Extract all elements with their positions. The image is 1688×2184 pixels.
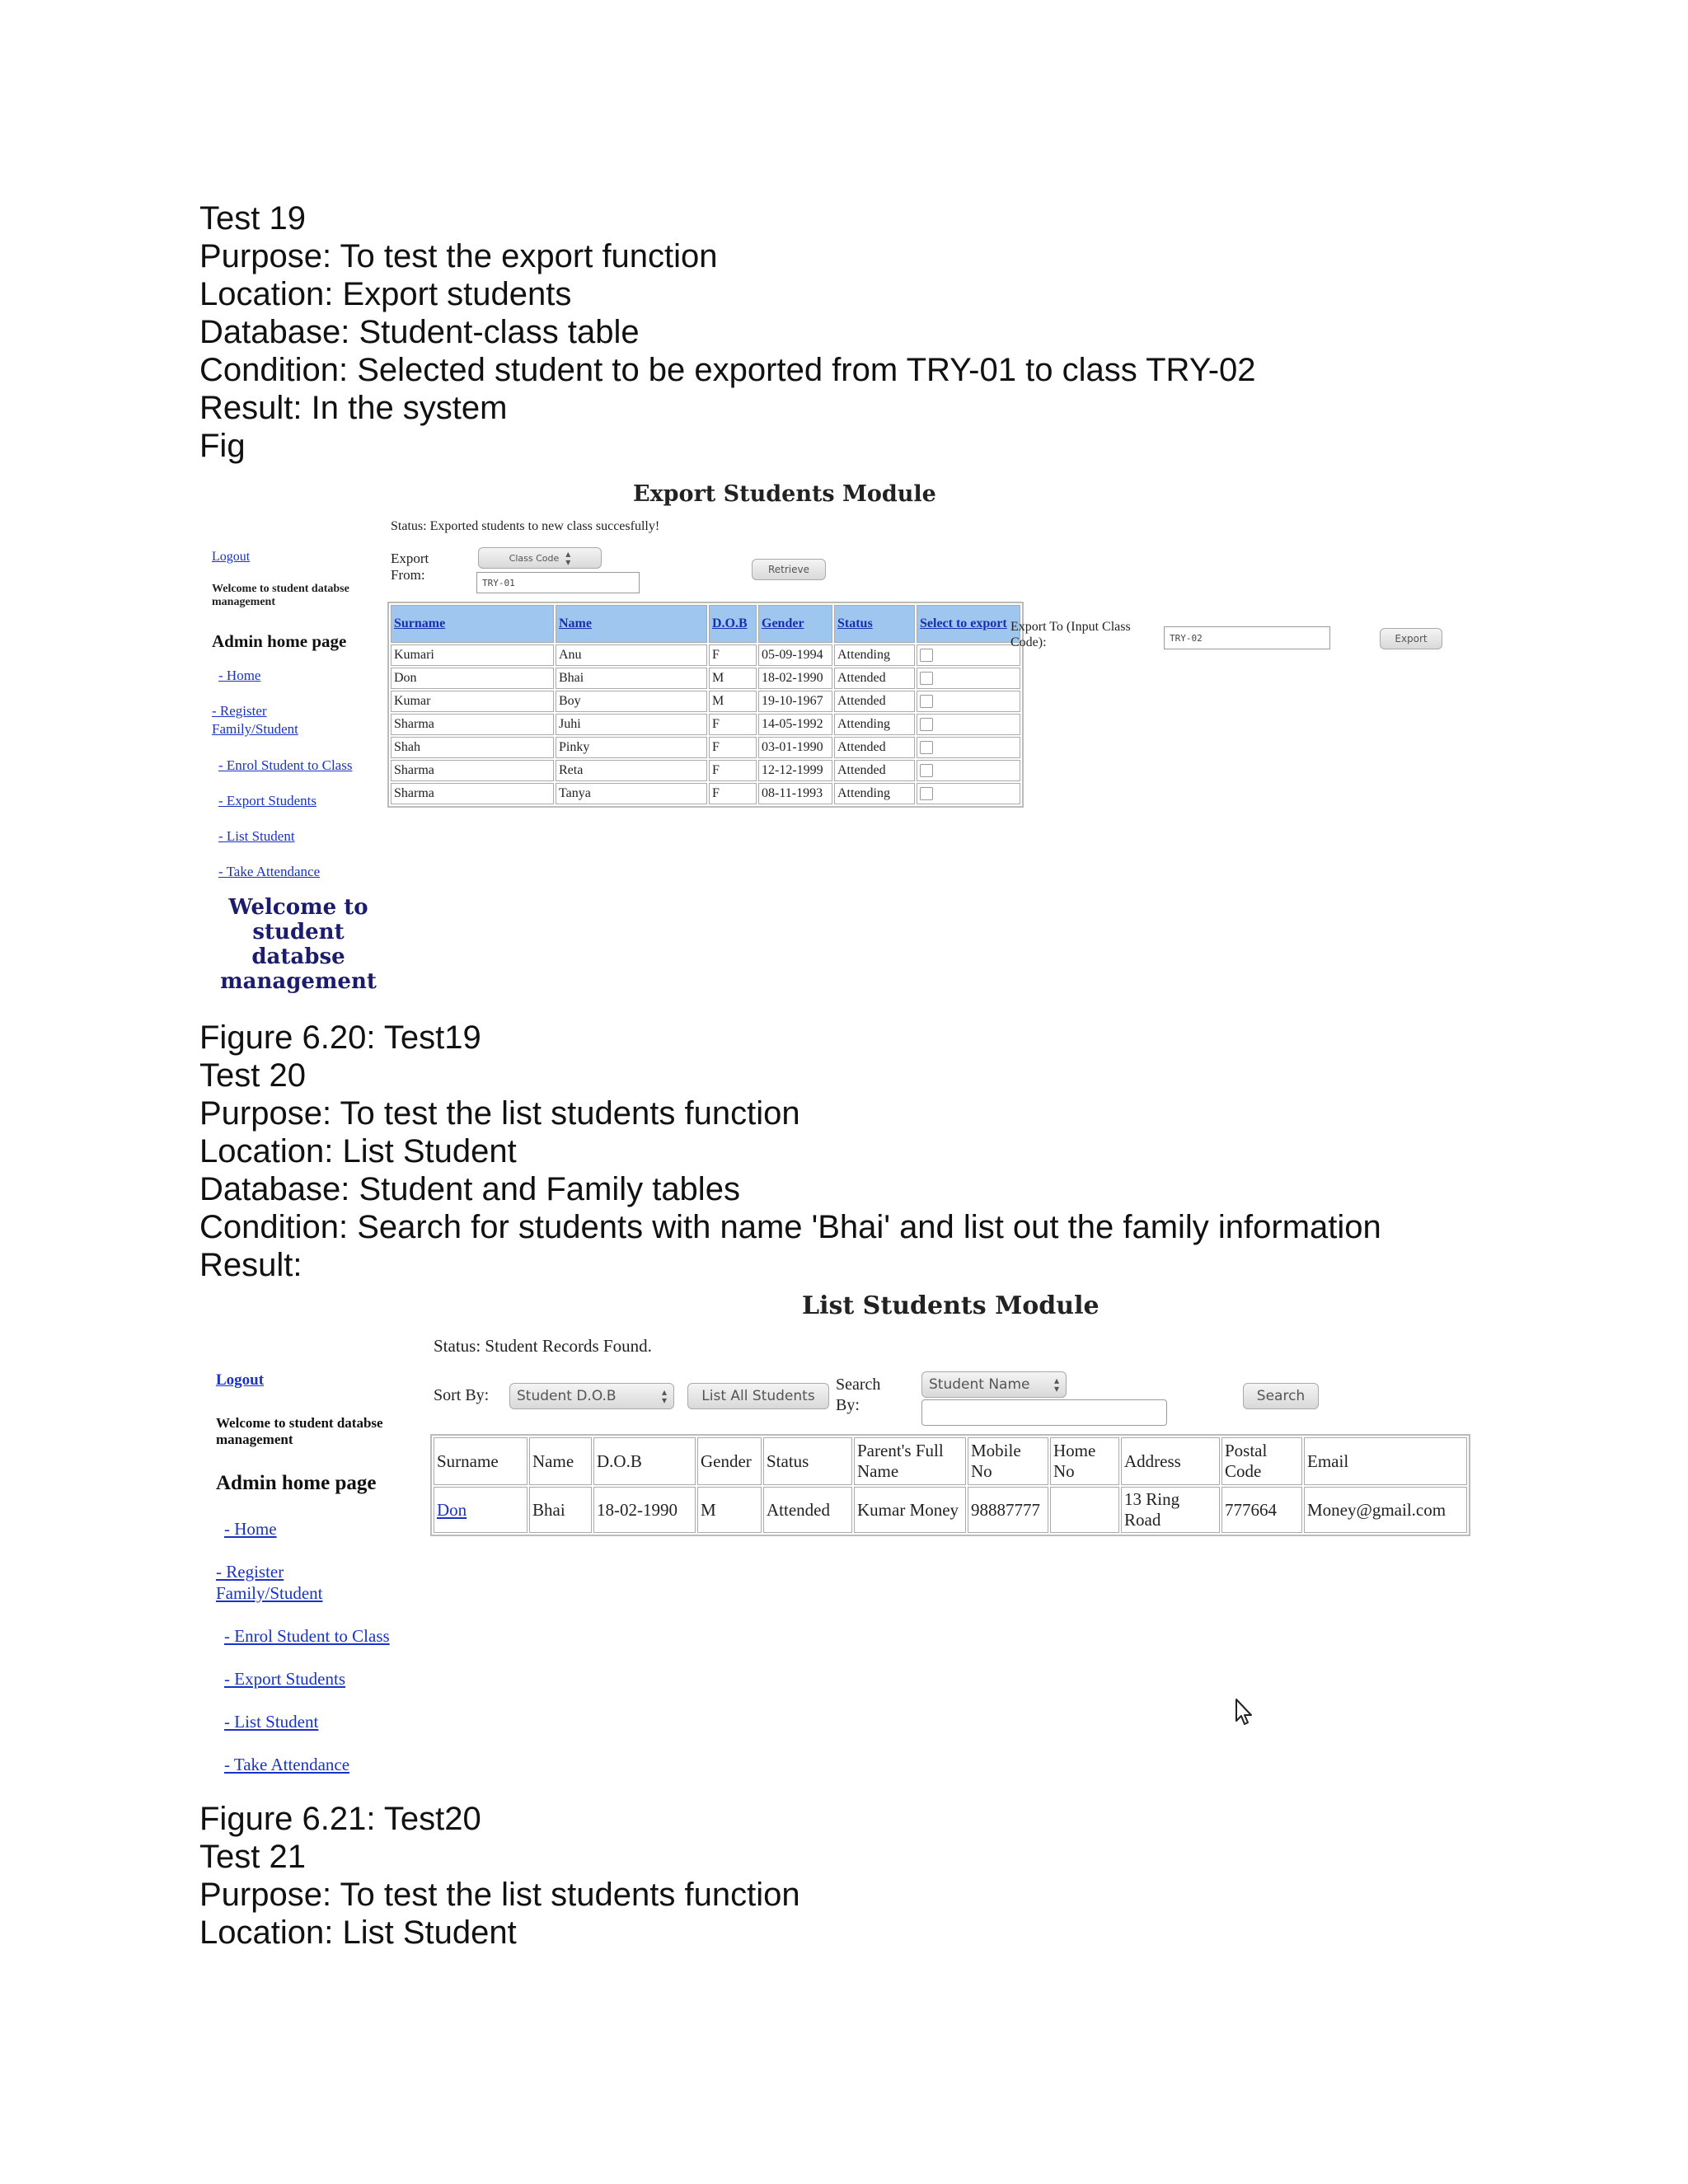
table-cell: Attended	[834, 760, 915, 781]
test21-block	[199, 1800, 1518, 1952]
table-cell: Boy	[556, 691, 707, 712]
test19-line: Result: In the system	[199, 390, 508, 426]
column-header: Address	[1121, 1437, 1220, 1485]
search-button[interactable]: Search	[1243, 1383, 1319, 1409]
search-by-label: Search By:	[836, 1376, 881, 1414]
logout-link[interactable]: Logout	[212, 550, 251, 564]
table-cell: Shah	[391, 737, 554, 758]
select-cell[interactable]	[917, 783, 1020, 804]
nav-attendance-link[interactable]: - Take Attendance	[224, 1755, 350, 1774]
table-cell: Attended	[763, 1487, 852, 1533]
table-cell: Attended	[834, 691, 915, 712]
select-to-export-checkbox[interactable]	[920, 764, 933, 777]
nav-attendance-link[interactable]: - Take Attendance	[218, 864, 321, 879]
nav-export-link[interactable]: - Export Students	[224, 1669, 345, 1689]
test19-line: Purpose: To test the export function	[199, 238, 718, 274]
column-header: Parent's Full Name	[854, 1437, 966, 1485]
list-module-title: List Students Module	[802, 1291, 1100, 1320]
table-cell[interactable]	[434, 1487, 528, 1533]
nav-list-link[interactable]: - List Student	[218, 828, 295, 844]
column-header[interactable]	[709, 605, 757, 643]
logout-link[interactable]: Logout	[216, 1371, 265, 1389]
select-to-export-checkbox[interactable]	[920, 787, 933, 800]
table-cell: Attending	[834, 783, 915, 804]
test19-line: Condition: Selected student to be exported from TRY-01 to class TRY-02	[199, 352, 1256, 388]
list-all-students-button[interactable]: List All Students	[687, 1383, 829, 1409]
nav-register-link[interactable]: - Register Family/Student	[216, 1562, 323, 1603]
export-module-title: Export Students Module	[633, 481, 936, 507]
table-cell: 13 Ring Road	[1121, 1487, 1220, 1533]
table-cell: Juhi	[556, 714, 707, 735]
export-students-table	[387, 602, 1024, 808]
search-type-select[interactable]: Student Name ▴ ▾	[921, 1371, 1067, 1398]
select-cell[interactable]	[917, 691, 1020, 712]
export-from-input[interactable]: TRY-01	[476, 572, 640, 593]
nav-list-link[interactable]: - List Student	[224, 1712, 319, 1732]
table-cell: Attending	[834, 714, 915, 735]
table-cell: 19-10-1967	[758, 691, 832, 712]
select-to-export-checkbox[interactable]	[920, 649, 933, 662]
export-from-label: Export From:	[391, 551, 429, 583]
table-cell: Bhai	[556, 668, 707, 689]
export-button[interactable]: Export	[1380, 628, 1442, 649]
table-row	[391, 691, 1020, 712]
table-cell: 03-01-1990	[758, 737, 832, 758]
table-cell	[1050, 1487, 1119, 1533]
select-arrows-icon: ▴ ▾	[1053, 1375, 1059, 1394]
export-status-text: Status: Exported students to new class succesfully!	[391, 519, 660, 533]
table-cell: 08-11-1993	[758, 783, 832, 804]
table-cell: Sharma	[391, 714, 554, 735]
test19-line: Location: Export students	[199, 276, 572, 312]
test20-block	[199, 1019, 1518, 1284]
table-cell: Attended	[834, 668, 915, 689]
select-to-export-checkbox[interactable]	[920, 741, 933, 754]
table-cell: Sharma	[391, 783, 554, 804]
table-row	[391, 737, 1020, 758]
table-row	[434, 1487, 1467, 1533]
table-cell: Reta	[556, 760, 707, 781]
table-cell: F	[709, 783, 757, 804]
welcome-small-text: Welcome to student databse management	[216, 1415, 383, 1447]
column-header: D.O.B	[593, 1437, 696, 1485]
column-header: Name	[529, 1437, 592, 1485]
test19-line: Fig	[199, 428, 246, 464]
welcome-small-text: Welcome to student databse management	[212, 583, 349, 608]
table-cell: F	[709, 714, 757, 735]
select-cell[interactable]	[917, 737, 1020, 758]
sort-link[interactable]: Surname	[394, 616, 446, 630]
welcome-big-text: Welcome to student databse management	[220, 895, 377, 994]
sort-link[interactable]: Name	[559, 616, 592, 630]
table-cell: Sharma	[391, 760, 554, 781]
table-cell: Kumari	[391, 644, 554, 666]
table-cell: 18-02-1990	[593, 1487, 696, 1533]
table-cell: F	[709, 644, 757, 666]
test20-line: Condition: Search for students with name 'Bhai' and list out the family information	[199, 1209, 1381, 1245]
column-header[interactable]	[556, 605, 707, 643]
figure-caption: Figure 6.20: Test19	[199, 1019, 481, 1056]
column-header: Gender	[697, 1437, 762, 1485]
table-cell: 18-02-1990	[758, 668, 832, 689]
sort-link[interactable]: Gender	[762, 616, 804, 630]
table-cell: Don	[391, 668, 554, 689]
nav-enrol-link[interactable]: - Enrol Student to Class	[224, 1626, 390, 1646]
select-arrows-icon: ▴ ▾	[661, 1386, 667, 1406]
column-header[interactable]	[917, 605, 1020, 643]
list-status-text: Status: Student Records Found.	[434, 1336, 652, 1356]
table-cell: 98887777	[968, 1487, 1048, 1533]
table-cell: 777664	[1221, 1487, 1302, 1533]
list-header-row	[434, 1437, 1467, 1485]
table-cell: M	[709, 691, 757, 712]
column-header: Home No	[1050, 1437, 1119, 1485]
export-header-row	[391, 605, 1020, 643]
nav-enrol-link[interactable]: - Enrol Student to Class	[218, 757, 353, 773]
sort-link[interactable]: Select to export	[920, 616, 1007, 630]
table-cell: Bhai	[529, 1487, 592, 1533]
select-cell[interactable]	[917, 644, 1020, 666]
export-to-label: Export To (Input Class Code):	[1010, 620, 1131, 649]
column-header: Email	[1304, 1437, 1467, 1485]
student-link[interactable]: Don	[437, 1499, 467, 1520]
table-cell: Attended	[834, 737, 915, 758]
sort-link[interactable]: Status	[837, 616, 873, 630]
search-input[interactable]	[921, 1399, 1167, 1426]
table-cell: M	[709, 668, 757, 689]
column-header: Mobile No	[968, 1437, 1048, 1485]
table-row	[391, 783, 1020, 804]
test20-line: Location: List Student	[199, 1133, 517, 1169]
column-header: Surname	[434, 1437, 528, 1485]
column-header: Postal Code	[1221, 1437, 1302, 1485]
column-header[interactable]	[834, 605, 915, 643]
select-cell[interactable]	[917, 714, 1020, 735]
table-cell: Anu	[556, 644, 707, 666]
select-cell[interactable]	[917, 668, 1020, 689]
nav-export-link[interactable]: - Export Students	[218, 793, 316, 808]
column-header: Status	[763, 1437, 852, 1485]
figure-caption: Figure 6.21: Test20	[199, 1801, 481, 1837]
admin-home-heading: Admin home page	[216, 1472, 377, 1494]
test21-line: Purpose: To test the list students function	[199, 1877, 800, 1913]
select-cell[interactable]	[917, 760, 1020, 781]
table-cell: 05-09-1994	[758, 644, 832, 666]
table-cell: F	[709, 737, 757, 758]
nav-home-link[interactable]: - Home	[218, 668, 261, 683]
table-cell: Pinky	[556, 737, 707, 758]
table-row	[391, 644, 1020, 666]
class-code-select[interactable]: Class Code ▴ ▾	[478, 547, 602, 569]
export-to-input[interactable]: TRY-02	[1164, 626, 1330, 649]
sort-select[interactable]: Student D.O.B ▴ ▾	[509, 1383, 674, 1409]
table-row	[391, 714, 1020, 735]
table-cell: Kumar	[391, 691, 554, 712]
select-to-export-checkbox[interactable]	[920, 695, 933, 708]
table-row	[391, 668, 1020, 689]
test20-line: Database: Student and Family tables	[199, 1171, 740, 1207]
column-header[interactable]	[391, 605, 554, 643]
nav-home-link[interactable]: - Home	[224, 1519, 277, 1539]
table-cell: M	[697, 1487, 762, 1533]
table-cell: Kumar Money	[854, 1487, 966, 1533]
table-cell: 12-12-1999	[758, 760, 832, 781]
list-students-table	[430, 1434, 1470, 1536]
table-cell: Tanya	[556, 783, 707, 804]
table-cell: 14-05-1992	[758, 714, 832, 735]
mouse-cursor-icon	[1235, 1698, 1256, 1727]
test20-line: Test 20	[199, 1057, 306, 1094]
test21-line: Test 21	[199, 1839, 306, 1875]
sort-by-label: Sort By:	[434, 1386, 490, 1404]
retrieve-button[interactable]: Retrieve	[752, 559, 826, 580]
test21-line: Location: List Student	[199, 1915, 517, 1951]
select-to-export-checkbox[interactable]	[920, 672, 933, 685]
table-cell: F	[709, 760, 757, 781]
test19-line: Test 19	[199, 200, 306, 237]
select-to-export-checkbox[interactable]	[920, 718, 933, 731]
table-row	[391, 760, 1020, 781]
nav-register-link[interactable]: - Register Family/Student	[212, 703, 298, 737]
select-arrows-icon: ▴ ▾	[565, 548, 571, 568]
sort-link[interactable]: D.O.B	[712, 616, 748, 630]
test19-line: Database: Student-class table	[199, 314, 640, 350]
table-cell: Attending	[834, 644, 915, 666]
column-header[interactable]	[758, 605, 832, 643]
admin-home-heading: Admin home page	[212, 631, 347, 651]
test19-block	[199, 199, 1518, 465]
test20-line: Purpose: To test the list students function	[199, 1095, 800, 1132]
table-cell: Money@gmail.com	[1304, 1487, 1467, 1533]
test20-line: Result:	[199, 1247, 302, 1283]
